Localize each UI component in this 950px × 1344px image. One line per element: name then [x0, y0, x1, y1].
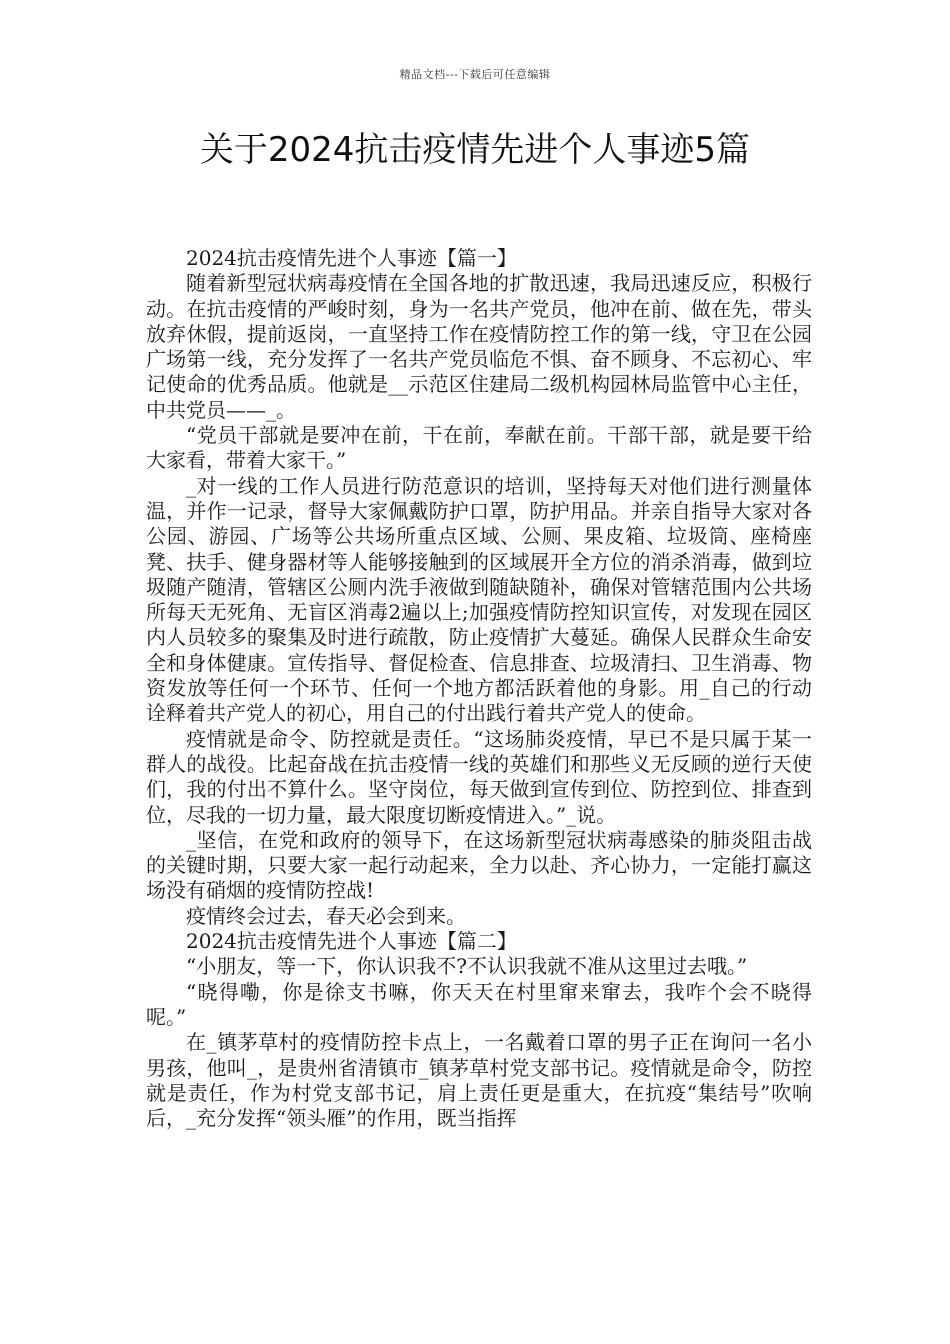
header-note: 精品文档---下载后可任意编辑: [399, 68, 551, 81]
paragraph: 在_镇茅草村的疫情防控卡点上，一名戴着口罩的男子正在询问一名小男孩，他叫_，是贵州省清镇市_镇茅草村党支部书记。疫情就是命令，防控就是责任，作为村党支部书记，肩上责任更是重大，在抗疫“集结号”吹响后，_充分发挥“领头雁”的作用，既当指挥: [146, 1030, 812, 1131]
document-body: [146, 246, 812, 1131]
paragraph: “党员干部就是要冲在前，干在前，奉献在前。干部干部，就是要干给大家看，带着大家干。”: [146, 423, 812, 473]
paragraph: “小朋友，等一下，你认识我不?不认识我就不准从这里过去哦。”: [186, 954, 748, 979]
paragraph: 随着新型冠状病毒疫情在全国各地的扩散迅速，我局迅速反应，积极行动。在抗击疫情的严峻时刻，身为一名共产党员，他冲在前、做在先，带头放弃休假，提前返岗，一直坚持工作在疫情防控工作的第一线，守卫在公园广场第一线，充分发挥了一名共产党员临危不惧、奋不顾身、不忘初心、牢记使命的优秀品质。他就是__示范区住建局二级机构园林局监管中心主任，中共党员——_。: [146, 271, 812, 422]
paragraph: “晓得嘞，你是徐支书嘛，你天天在村里窜来窜去，我咋个会不晓得呢。”: [146, 979, 812, 1029]
document-title: 关于2024抗击疫情先进个人事迹5篇: [199, 130, 751, 170]
paragraph: 疫情就是命令、防控就是责任。“这场肺炎疫情，早已不是只属于某一群人的战役。比起奋战在抗击疫情一线的英雄们和那些义无反顾的逆行天使们，我的付出不算什么。坚守岗位，每天做到宣传到位、防控到位、排查到位，尽我的一切力量，最大限度切断疫情进入。”_说。: [146, 726, 812, 827]
paragraph: 2024抗击疫情先进个人事迹【篇二】: [186, 929, 517, 954]
paragraph: 疫情终会过去，春天必会到来。: [186, 903, 466, 928]
paragraph: _对一线的工作人员进行防范意识的培训，坚持每天对他们进行测量体温，并作一记录，督导大家佩戴防护口罩，防护用品。并亲自指导大家对各公园、游园、广场等公共场所重点区域、公厕、果皮箱、垃圾筒、座椅座凳、扶手、健身器材等人能够接触到的区域展开全方位的消杀消毒，做到垃圾随产随清，管辖区公厕内洗手液做到随缺随补，确保对管辖范围内公共场所每天无死角、无盲区消毒2遍以上;加强疫情防控知识宣传，对发现在园区内人员较多的聚集及时进行疏散，防止疫情扩大蔓延。确保人民群众生命安全和身体健康。宣传指导、督促检查、信息排查、垃圾清扫、卫生消毒、物资发放等任何一个环节、任何一个地方都活跃着他的身影。用_自己的行动诠释着共产党人的初心，用自己的付出践行着共产党人的使命。: [146, 473, 812, 726]
paragraph: 2024抗击疫情先进个人事迹【篇一】: [186, 246, 517, 270]
paragraph: _坚信，在党和政府的领导下，在这场新型冠状病毒感染的肺炎阻击战的关键时期，只要大家一起行动起来，全力以赴、齐心协力，一定能打赢这场没有硝烟的疫情防控战!: [146, 827, 812, 903]
